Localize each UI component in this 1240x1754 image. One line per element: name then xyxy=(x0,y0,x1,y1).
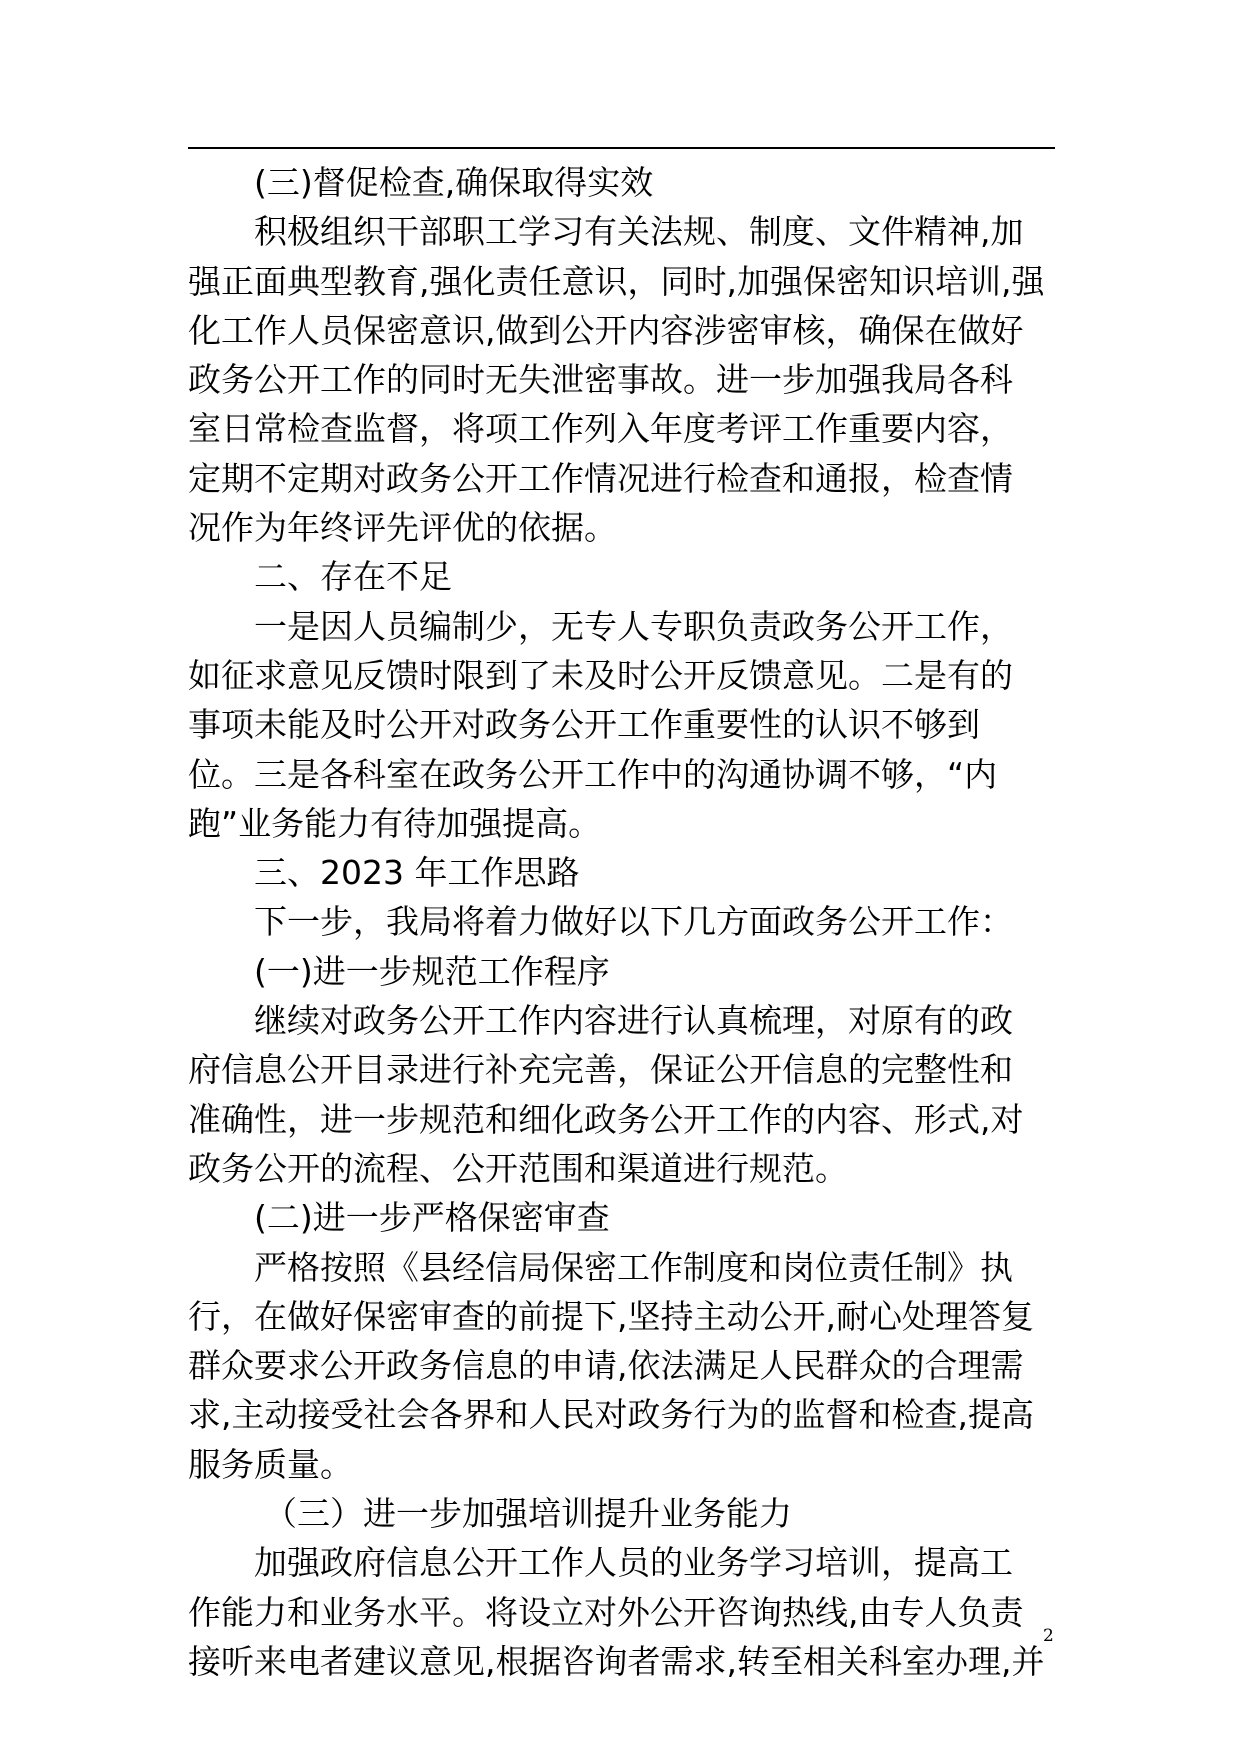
text-line: 况作为年终评先评优的依据。 xyxy=(188,508,617,548)
text-line: 群众要求公开政务信息的申请,依法满足人民群众的合理需 xyxy=(188,1346,1024,1386)
text-line: 化工作人员保密意识,做到公开内容涉密审核，确保在做好 xyxy=(188,310,1024,350)
text-line: 如征求意见反馈时限到了未及时公开反馈意见。二是有的 xyxy=(188,655,1013,695)
text-line: 政务公开的流程、公开范围和渠道进行规范。 xyxy=(188,1148,848,1188)
text-line: (二)进一步严格保密审查 xyxy=(254,1198,610,1238)
text-line: (三)督促检查,确保取得实效 xyxy=(254,163,654,202)
text-line: 下一步，我局将着力做好以下几方面政务公开工作： xyxy=(254,902,1013,942)
text-line: 接听来电者建议意见,根据咨询者需求,转至相关科室办理,并 xyxy=(188,1641,1045,1681)
text-line: 一是因人员编制少，无专人专职负责政务公开工作， xyxy=(254,606,1013,646)
text-line: 府信息公开目录进行补充完善，保证公开信息的完整性和 xyxy=(188,1050,1013,1090)
document-body xyxy=(188,158,1058,1686)
text-line: 强正面典型教育,强化责任意识，同时,加强保密知识培训,强 xyxy=(188,261,1045,301)
text-line: 服务质量。 xyxy=(188,1444,353,1484)
text-line: （三）进一步加强培训提升业务能力 xyxy=(264,1494,792,1534)
text-line: 三、2023 年工作思路 xyxy=(254,853,580,893)
text-line: 政务公开工作的同时无失泄密事故。进一步加强我局各科 xyxy=(188,360,1013,400)
text-line: 严格按照《县经信局保密工作制度和岗位责任制》执 xyxy=(254,1247,1013,1287)
text-line: 继续对政务公开工作内容进行认真梳理，对原有的政 xyxy=(254,1001,1013,1041)
text-line: 事项未能及时公开对政务公开工作重要性的认识不够到 xyxy=(188,705,980,745)
text-line: 跑”业务能力有待加强提高。 xyxy=(188,803,602,843)
text-line: 二、存在不足 xyxy=(254,557,452,597)
text-line: 行，在做好保密审查的前提下,坚持主动公开,耐心处理答复 xyxy=(188,1296,1034,1336)
header-rule xyxy=(188,147,1055,149)
text-line: 位。三是各科室在政务公开工作中的沟通协调不够，“内 xyxy=(188,754,998,794)
text-line: 准确性，进一步规范和细化政务公开工作的内容、形式,对 xyxy=(188,1099,1024,1139)
page-number: 2 xyxy=(1043,1626,1054,1646)
text-line: (一)进一步规范工作程序 xyxy=(254,951,610,991)
text-line: 加强政府信息公开工作人员的业务学习培训，提高工 xyxy=(254,1543,1013,1583)
text-line: 定期不定期对政务公开工作情况进行检查和通报，检查情 xyxy=(188,458,1013,498)
text-line: 作能力和业务水平。将设立对外公开咨询热线,由专人负责 xyxy=(188,1592,1024,1632)
text-line: 求,主动接受社会各界和人民对政务行为的监督和检查,提高 xyxy=(188,1395,1034,1435)
text-line: 积极组织干部职工学习有关法规、制度、文件精神,加 xyxy=(254,212,1024,252)
text-line: 室日常检查监督，将项工作列入年度考评工作重要内容， xyxy=(188,409,1013,449)
